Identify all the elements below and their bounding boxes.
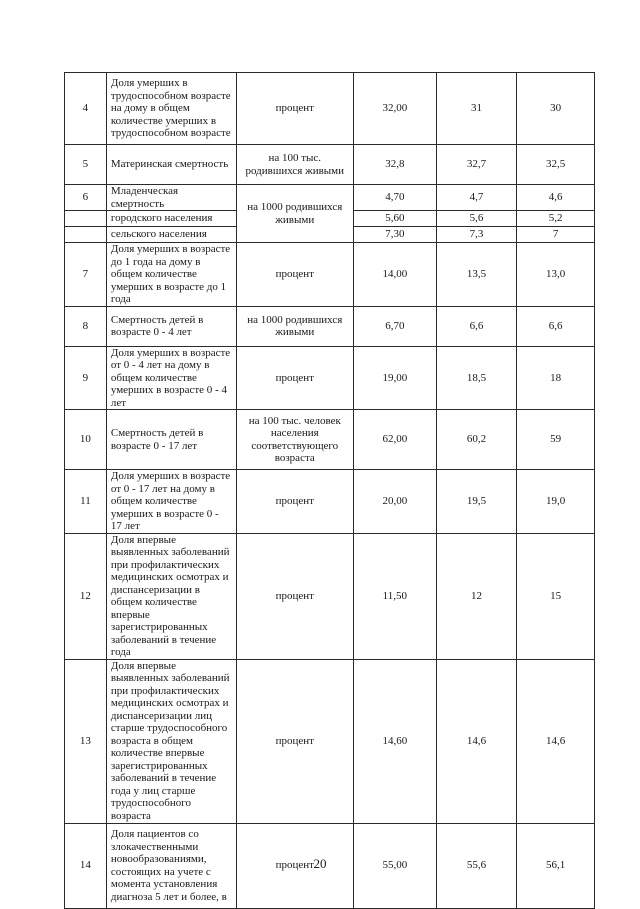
unit-cell: на 100 тыс. человек населения соответствующего возраста [236,410,353,470]
indicator-name: городского населения [106,211,236,227]
value-cell: 7 [517,227,595,243]
value-cell: 14,6 [436,659,517,823]
row-number: 4 [65,73,107,145]
row-number: 7 [65,243,107,307]
table-row [65,659,595,823]
value-cell: 32,5 [517,145,595,185]
unit-cell: на 1000 родившихся живыми [236,185,353,243]
value-cell: 6,6 [517,306,595,346]
table-row [65,145,595,185]
value-cell: 13,5 [436,243,517,307]
unit-cell: на 100 тыс. родившихся живыми [236,145,353,185]
value-cell: 60,2 [436,410,517,470]
value-cell: 7,30 [353,227,436,243]
unit-cell: процент [236,346,353,410]
row-number-empty [65,211,107,227]
indicator-name: Смертность детей в возрасте 0 - 4 лет [106,306,236,346]
indicator-name: Доля впервые выявленных заболеваний при профилактических медицинских осмотрах и диспансеризации лиц старше трудоспособного возраста в общем количестве впервые зарегистрированных заболеваний в течение года у лиц старше трудоспособного возраста [106,659,236,823]
row-number: 6 [65,185,107,211]
value-cell: 4,7 [436,185,517,211]
indicators-table [64,72,595,909]
row-number: 13 [65,659,107,823]
value-cell: 19,5 [436,470,517,534]
indicator-name: Доля пациентов со злокачественными новообразованиями, состоящих на учете с момента установления диагноза 5 лет и более, в [106,823,236,908]
value-cell: 55,6 [436,823,517,908]
table-row [65,346,595,410]
row-number: 9 [65,346,107,410]
indicator-name: Материнская смертность [106,145,236,185]
value-cell: 62,00 [353,410,436,470]
value-cell: 56,1 [517,823,595,908]
unit-cell: на 1000 родившихся живыми [236,306,353,346]
row-number: 8 [65,306,107,346]
value-cell: 14,6 [517,659,595,823]
indicator-name: Доля умерших в возрасте от 0 - 4 лет на дому в общем количестве умерших в возрасте 0 - 4 лет [106,346,236,410]
value-cell: 5,60 [353,211,436,227]
unit-cell: процент [236,73,353,145]
table-row [65,533,595,659]
indicator-name: Доля умерших в возрасте до 1 года на дому в общем количестве умерших в возрасте до 1 года [106,243,236,307]
row-number: 14 [65,823,107,908]
unit-cell: процент [236,243,353,307]
value-cell: 32,8 [353,145,436,185]
value-cell: 19,0 [517,470,595,534]
value-cell: 31 [436,73,517,145]
indicator-name: Доля умерших в трудоспособном возрасте на дому в общем количестве умерших в трудоспособном возрасте [106,73,236,145]
value-cell: 13,0 [517,243,595,307]
value-cell: 4,70 [353,185,436,211]
unit-cell: процент [236,470,353,534]
indicator-name: сельского населения [106,227,236,243]
unit-cell: процент [236,533,353,659]
value-cell: 6,70 [353,306,436,346]
row-number: 5 [65,145,107,185]
indicator-name: Доля умерших в возрасте от 0 - 17 лет на дому в общем количестве умерших в возрасте 0 - 17 лет [106,470,236,534]
row-number: 12 [65,533,107,659]
value-cell: 4,6 [517,185,595,211]
value-cell: 20,00 [353,470,436,534]
unit-cell: процент [236,823,353,908]
value-cell: 32,00 [353,73,436,145]
row-number: 10 [65,410,107,470]
unit-cell: процент [236,659,353,823]
value-cell: 5,2 [517,211,595,227]
table-row [65,243,595,307]
table-row [65,185,595,211]
value-cell: 14,60 [353,659,436,823]
indicator-name: Смертность детей в возрасте 0 - 17 лет [106,410,236,470]
value-cell: 19,00 [353,346,436,410]
value-cell: 5,6 [436,211,517,227]
indicator-name: Доля впервые выявленных заболеваний при профилактических медицинских осмотрах и диспансеризации в общем количестве впервые зарегистрированных заболеваний в течение года [106,533,236,659]
value-cell: 12 [436,533,517,659]
value-cell: 15 [517,533,595,659]
value-cell: 30 [517,73,595,145]
row-number-empty [65,227,107,243]
row-number: 11 [65,470,107,534]
value-cell: 18 [517,346,595,410]
table-row [65,470,595,534]
value-cell: 55,00 [353,823,436,908]
value-cell: 59 [517,410,595,470]
indicator-name: Младенческая смертность [106,185,236,211]
value-cell: 7,3 [436,227,517,243]
value-cell: 14,00 [353,243,436,307]
table-row [65,410,595,470]
value-cell: 32,7 [436,145,517,185]
page-number: 20 [313,856,327,871]
value-cell: 6,6 [436,306,517,346]
value-cell: 11,50 [353,533,436,659]
table-row [65,306,595,346]
value-cell: 18,5 [436,346,517,410]
table-row [65,73,595,145]
